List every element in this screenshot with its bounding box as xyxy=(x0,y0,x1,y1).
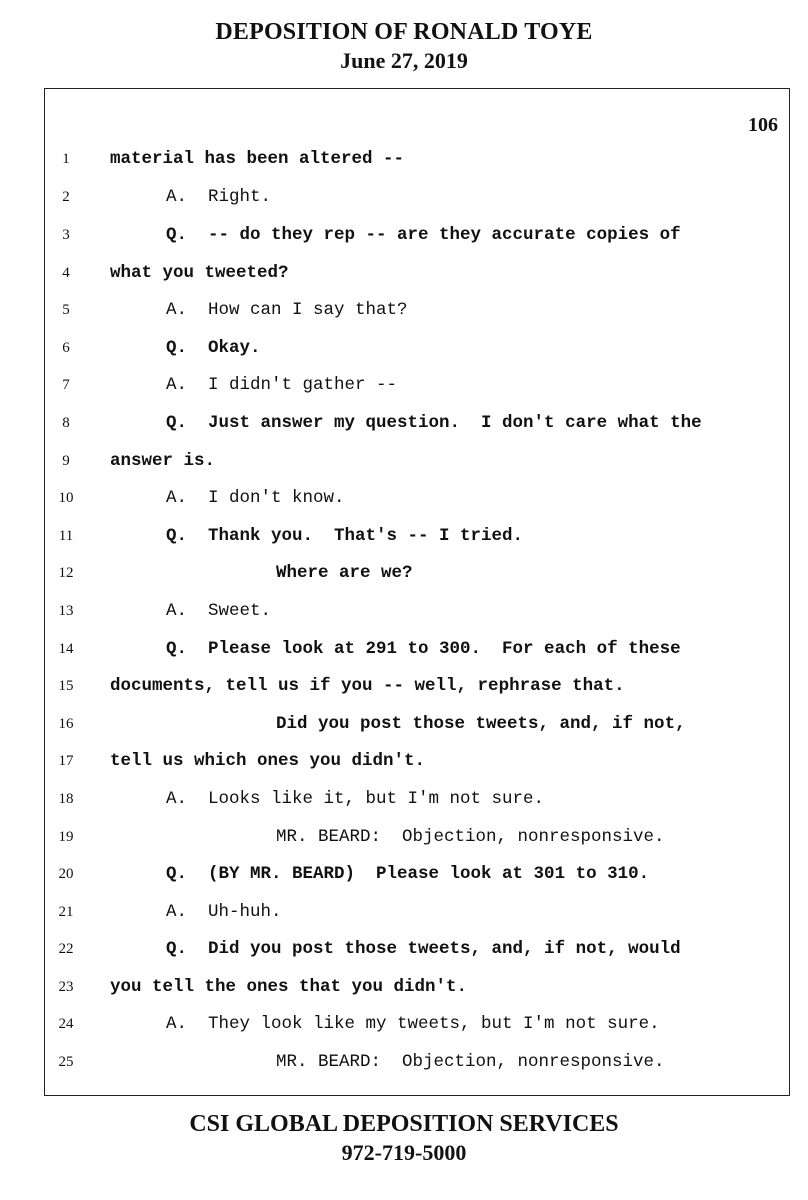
deposition-title: DEPOSITION OF RONALD TOYE xyxy=(215,19,593,45)
transcript-line xyxy=(0,634,808,664)
transcript-footer xyxy=(0,1110,808,1166)
line-number: 22 xyxy=(58,941,74,957)
line-text: A. Sweet. xyxy=(166,601,272,621)
line-number: 14 xyxy=(58,641,74,657)
line-number: 16 xyxy=(58,716,74,732)
transcript-line xyxy=(0,746,808,776)
transcript-line xyxy=(0,446,808,476)
transcript-line xyxy=(0,483,808,513)
line-text: material has been altered -- xyxy=(110,149,405,169)
line-number: 5 xyxy=(62,302,70,318)
transcript-header xyxy=(0,18,808,74)
transcript-line xyxy=(0,596,808,626)
line-text: MR. BEARD: Objection, nonresponsive. xyxy=(276,827,665,847)
transcript-line xyxy=(0,1047,808,1077)
line-text: Q. Just answer my question. I don't care what the xyxy=(166,413,702,433)
line-number: 23 xyxy=(58,979,74,995)
transcript-line xyxy=(0,408,808,438)
transcript-line xyxy=(0,333,808,363)
transcript-line xyxy=(0,897,808,927)
line-text: documents, tell us if you -- well, rephrase that. xyxy=(110,676,625,696)
transcript-line xyxy=(0,709,808,739)
line-number: 3 xyxy=(62,227,70,243)
transcript-line xyxy=(0,1009,808,1039)
line-text: what you tweeted? xyxy=(110,263,289,283)
line-number: 6 xyxy=(62,340,70,356)
transcript-line xyxy=(0,258,808,288)
line-number: 7 xyxy=(62,377,70,393)
transcript-line xyxy=(0,558,808,588)
line-number: 24 xyxy=(58,1016,74,1032)
line-text: A. Looks like it, but I'm not sure. xyxy=(166,789,545,809)
line-number: 18 xyxy=(58,791,74,807)
line-text: A. They look like my tweets, but I'm not sure. xyxy=(166,1014,660,1034)
line-number: 11 xyxy=(58,528,74,544)
transcript-line xyxy=(0,671,808,701)
line-text: Q. (BY MR. BEARD) Please look at 301 to 310. xyxy=(166,864,650,884)
line-number: 1 xyxy=(62,151,70,167)
line-text: MR. BEARD: Objection, nonresponsive. xyxy=(276,1052,665,1072)
transcript-line xyxy=(0,182,808,212)
transcript-line xyxy=(0,220,808,250)
line-text: A. Uh-huh. xyxy=(166,902,282,922)
transcript-line xyxy=(0,934,808,964)
line-text: Q. Thank you. That's -- I tried. xyxy=(166,526,524,546)
line-number: 20 xyxy=(58,866,74,882)
transcript-line xyxy=(0,295,808,325)
line-number: 25 xyxy=(58,1054,74,1070)
transcript-line xyxy=(0,521,808,551)
company-name: CSI GLOBAL DEPOSITION SERVICES xyxy=(189,1111,619,1137)
line-number: 8 xyxy=(62,415,70,431)
line-text: Q. -- do they rep -- are they accurate copies of xyxy=(166,225,681,245)
line-number: 2 xyxy=(62,189,70,205)
line-text: you tell the ones that you didn't. xyxy=(110,977,468,997)
line-number: 4 xyxy=(62,265,70,281)
line-number: 13 xyxy=(58,603,74,619)
line-text: Where are we? xyxy=(276,563,413,583)
line-text: tell us which ones you didn't. xyxy=(110,751,426,771)
line-number: 15 xyxy=(58,678,74,694)
line-text: Did you post those tweets, and, if not, xyxy=(276,714,686,734)
line-number: 21 xyxy=(58,904,74,920)
line-number: 19 xyxy=(58,829,74,845)
line-text: A. I don't know. xyxy=(166,488,345,508)
line-number: 10 xyxy=(58,490,74,506)
transcript-line xyxy=(0,859,808,889)
line-text: A. Right. xyxy=(166,187,272,207)
transcript-line xyxy=(0,144,808,174)
line-number: 12 xyxy=(58,565,74,581)
line-text: A. I didn't gather -- xyxy=(166,375,398,395)
transcript-line xyxy=(0,822,808,852)
page-number: 106 xyxy=(748,114,778,136)
deposition-date: June 27, 2019 xyxy=(340,48,468,73)
company-phone: 972-719-5000 xyxy=(341,1140,467,1165)
line-text: A. How can I say that? xyxy=(166,300,408,320)
line-number: 9 xyxy=(62,453,70,469)
transcript-line xyxy=(0,784,808,814)
line-text: Q. Did you post those tweets, and, if not, would xyxy=(166,939,681,959)
line-number: 17 xyxy=(58,753,74,769)
line-text: Q. Please look at 291 to 300. For each of these xyxy=(166,639,681,659)
transcript-line xyxy=(0,370,808,400)
line-text: Q. Okay. xyxy=(166,338,261,358)
transcript-line xyxy=(0,972,808,1002)
line-text: answer is. xyxy=(110,451,216,471)
